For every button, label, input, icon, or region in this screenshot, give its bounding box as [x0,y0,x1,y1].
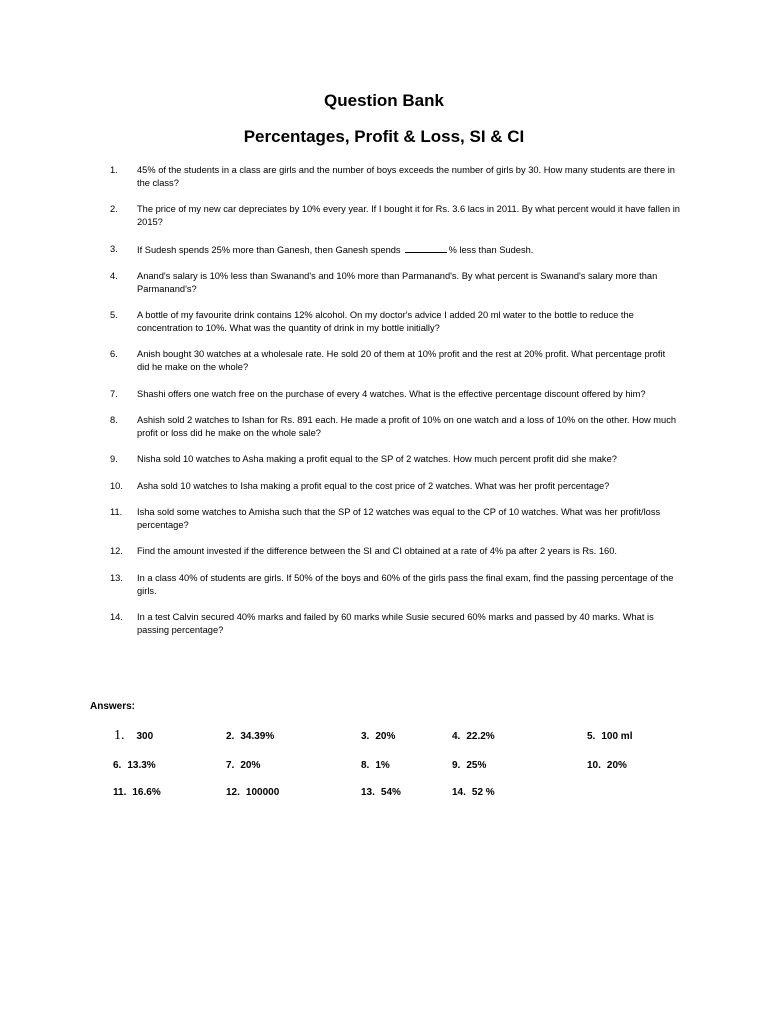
answer-value: 300 [136,731,154,742]
fill-in-blank [405,243,447,253]
question-item [110,453,680,466]
question-item [110,572,680,598]
question-item [110,388,680,401]
question-number: 13. [110,572,123,583]
page-subtitle: Percentages, Profit & Loss, SI & CI [243,127,525,146]
question-item [110,270,680,296]
answer-item [452,760,486,771]
question-text: Anish bought 30 watches at a wholesale rate. He sold 20 of them at 10% profit and the rest at 20% profit. What percentage profit did he make on the whole? [137,349,666,373]
question-text: 45% of the students in a class are girls and the number of boys exceeds the number of girls by 30. How many students are there in the class? [137,165,675,188]
answer-number: 10. [587,760,601,771]
question-text: The price of my new car depreciates by 10% every year. If I bought it for Rs. 3.6 lacs in 2011. By what percent would it have fallen in 2015? [137,204,680,228]
question-text: Find the amount invested if the difference between the SI and CI obtained at a rate of 4% pa after 2 years is Rs. 160. [137,546,617,557]
answer-value: 52 % [471,787,495,798]
answer-item [361,787,401,798]
question-number: 2. [110,204,118,215]
answer-number: 6. [113,760,122,771]
answer-item [361,731,395,742]
question-text: In a test Calvin secured 40% marks and failed by 60 marks while Susie secured 60% marks and passed by 40 marks. What is passing percentage? [137,611,654,635]
answer-value: 100 ml [601,731,633,742]
answer-number: 7. [226,760,235,771]
question-item [110,611,680,637]
page-title: Question Bank [324,91,444,110]
question-text: In a class 40% of students are girls. If 50% of the boys and 60% of the girls pass the final exam, find the passing percentage of the girls. [137,572,674,596]
answer-item [587,760,627,771]
question-number: 5. [110,310,118,321]
answer-item [361,760,390,771]
question-item [110,164,680,190]
answer-item [587,731,632,742]
answer-number: 1. [114,728,125,743]
answers-heading: Answers: [90,701,136,712]
answer-number: 8. [361,760,370,771]
question-text: If Sudesh spends 25% more than Ganesh, then Ganesh spends [137,244,401,255]
answer-number: 4. [452,731,461,742]
question-number: 3. [110,243,118,254]
answer-number: 2. [226,731,235,742]
answer-item [113,760,156,771]
answer-number: 9. [452,760,461,771]
answer-item [452,731,495,742]
answer-item [226,760,260,771]
question-item [110,414,680,440]
answer-item [226,731,274,742]
question-number: 6. [110,349,118,360]
question-number: 14. [110,611,123,622]
question-list [110,164,680,650]
answer-number: 5. [587,731,596,742]
answer-item [114,728,153,744]
question-number: 7. [110,388,118,399]
answer-value: 20% [606,760,627,771]
answer-number: 12. [226,787,240,798]
answer-item [226,787,279,798]
question-item [110,480,680,493]
answer-number: 11. [113,787,127,798]
question-number: 4. [110,270,118,281]
question-item [110,348,680,374]
question-number: 12. [110,546,123,557]
answer-number: 14. [452,787,466,798]
question-number: 11. [110,506,123,517]
answer-value: 25% [466,760,487,771]
answer-number: 13. [361,787,375,798]
answer-item [452,787,495,798]
question-item [110,506,680,532]
answer-value: 16.6% [132,787,161,798]
question-text: Shashi offers one watch free on the purchase of every 4 watches. What is the effective percentage discount offered by him? [137,388,646,399]
question-text: Isha sold some watches to Amisha such that the SP of 12 watches was equal to the CP of 10 watches. What was her profit/loss percentage? [137,506,661,530]
answer-value: 100000 [245,787,280,798]
answer-value: 34.39% [240,731,275,742]
answer-value: 1% [375,760,390,771]
answer-value: 13.3% [127,760,156,771]
answer-value: 54% [380,787,401,798]
question-number: 10. [110,480,123,491]
question-number: 1. [110,165,118,175]
question-text: Anand's salary is 10% less than Swanand's and 10% more than Parmanand's. By what percent is Swanand's salary more than Parmanand's? [137,270,658,294]
question-item [110,309,680,335]
question-item [110,203,680,229]
question-item [110,243,680,257]
answer-number: 3. [361,731,370,742]
answer-value: 22.2% [466,731,495,742]
answer-item [113,787,161,798]
question-number: 9. [110,454,118,465]
question-item [110,545,680,558]
answer-value: 20% [375,731,396,742]
question-text-after-blank: % less than Sudesh. [448,244,534,255]
question-text: A bottle of my favourite drink contains 12% alcohol. On my doctor's advice I added 20 ml water to the bottle to reduce the concentration to 10%. What was the quantity of drink in my bottle initially? [137,310,634,334]
answer-value: 20% [240,760,261,771]
question-text: Nisha sold 10 watches to Asha making a profit equal to the SP of 2 watches. How much percent profit did she make? [137,454,617,465]
question-text: Ashish sold 2 watches to Ishan for Rs. 891 each. He made a profit of 10% on one watch and a loss of 10% on the other. How much profit or loss did he make on the whole sale? [137,415,677,439]
question-text: Asha sold 10 watches to Isha making a profit equal to the cost price of 2 watches. What was her profit percentage? [137,480,610,491]
question-number: 8. [110,415,118,426]
